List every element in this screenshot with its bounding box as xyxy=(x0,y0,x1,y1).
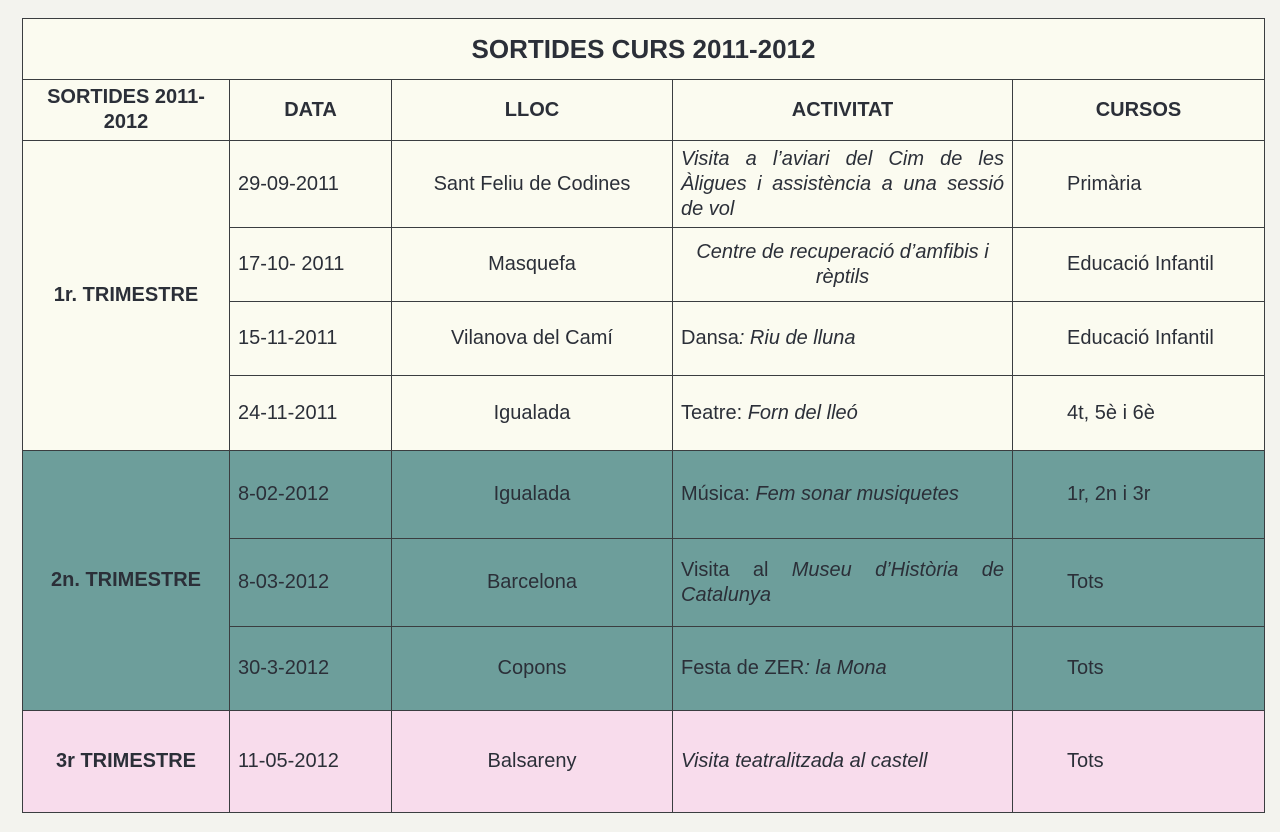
courses-cell: Tots xyxy=(1013,627,1265,711)
activity-cell xyxy=(673,228,1013,302)
term-label: 2n. TRIMESTRE xyxy=(23,451,230,711)
header-row xyxy=(23,80,1265,141)
courses-cell: Primària xyxy=(1013,141,1265,228)
date-cell: 8-03-2012 xyxy=(230,539,392,627)
header-place: LLOC xyxy=(392,80,673,141)
activity-italic: Fem sonar musiquetes xyxy=(755,483,959,505)
activity-italic: Visita a l’aviari del Cim de les Àligues i assistència a una sessió de vol xyxy=(681,147,1004,220)
activity-italic: Centre de recuperació d’amfibis i rèptils xyxy=(696,240,989,288)
header-date: DATA xyxy=(230,80,392,141)
place-cell: Vilanova del Camí xyxy=(392,302,673,376)
place-cell: Masquefa xyxy=(392,228,673,302)
activity-italic: Forn del lleó xyxy=(747,401,858,424)
courses-cell: Tots xyxy=(1013,711,1265,813)
activity-italic: Museu d’Història de Catalunya xyxy=(681,558,1004,606)
header-term: SORTIDES 2011-2012 xyxy=(23,80,230,141)
place-cell: Balsareny xyxy=(392,711,673,813)
activity-italic: Visita teatralitzada al castell xyxy=(681,750,928,772)
table-row xyxy=(23,711,1265,813)
activity-cell xyxy=(673,302,1013,376)
courses-cell: 1r, 2n i 3r xyxy=(1013,451,1265,539)
courses-cell: 4t, 5è i 6è xyxy=(1013,376,1265,451)
activity-italic: : Riu de lluna xyxy=(738,327,856,349)
courses-cell: Educació Infantil xyxy=(1013,302,1265,376)
place-cell: Copons xyxy=(392,627,673,711)
header-courses: CURSOS xyxy=(1013,80,1265,141)
date-cell: 11-05-2012 xyxy=(230,711,392,813)
activity-prefix: Festa de ZER xyxy=(681,657,805,679)
activity-cell xyxy=(673,539,1013,627)
courses-cell: Tots xyxy=(1013,539,1265,627)
place-cell: Barcelona xyxy=(392,539,673,627)
table-row xyxy=(23,141,1265,228)
date-cell: 8-02-2012 xyxy=(230,451,392,539)
place-cell: Igualada xyxy=(392,451,673,539)
activity-prefix: Visita al xyxy=(681,558,792,581)
activity-cell xyxy=(673,451,1013,539)
header-activity: ACTIVITAT xyxy=(673,80,1013,141)
place-cell: Igualada xyxy=(392,376,673,451)
date-cell: 24-11-2011 xyxy=(230,376,392,451)
activity-prefix: Dansa xyxy=(681,327,739,349)
table-row xyxy=(23,451,1265,539)
date-cell: 30-3-2012 xyxy=(230,627,392,711)
date-cell: 29-09-2011 xyxy=(230,141,392,228)
term-label: 3r TRIMESTRE xyxy=(23,711,230,813)
date-cell: 15-11-2011 xyxy=(230,302,392,376)
term-label: 1r. TRIMESTRE xyxy=(23,141,230,451)
activity-prefix: Música: xyxy=(681,483,756,505)
courses-cell: Educació Infantil xyxy=(1013,228,1265,302)
activity-cell xyxy=(673,141,1013,228)
activity-cell xyxy=(673,376,1013,451)
outings-table xyxy=(22,18,1265,813)
activity-italic: : la Mona xyxy=(804,657,887,679)
activity-cell xyxy=(673,711,1013,813)
activity-prefix: Teatre: xyxy=(681,401,748,424)
place-cell: Sant Feliu de Codines xyxy=(392,141,673,228)
table-title: SORTIDES CURS 2011-2012 xyxy=(23,19,1265,80)
date-cell: 17-10- 2011 xyxy=(230,228,392,302)
activity-cell xyxy=(673,627,1013,711)
